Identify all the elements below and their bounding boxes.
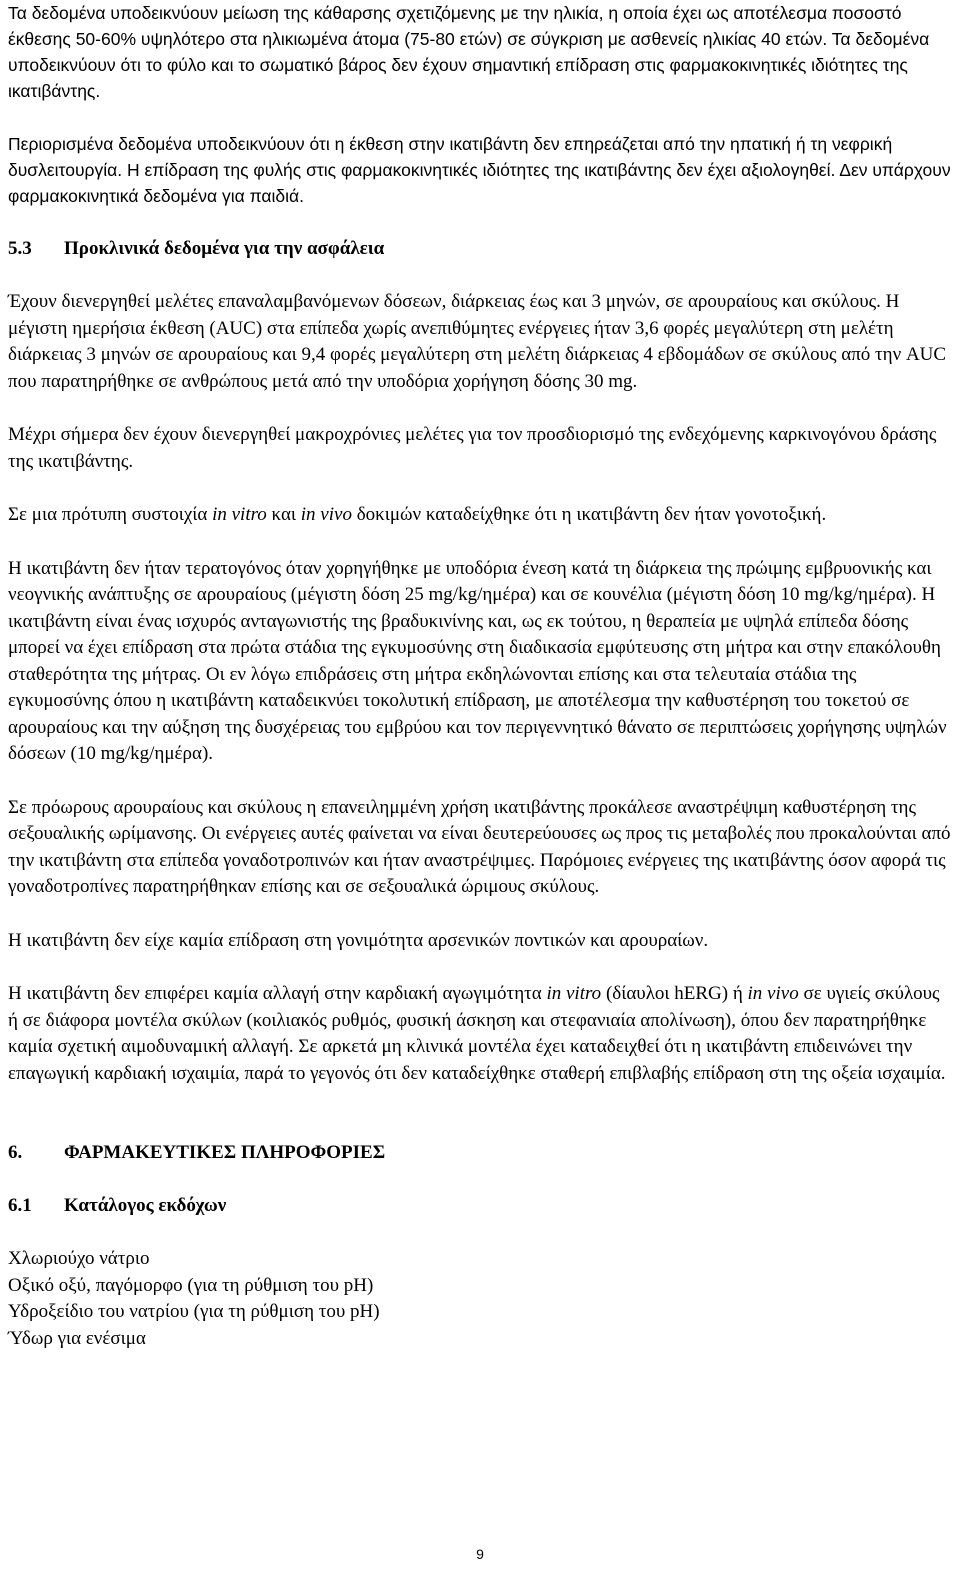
list-item: Χλωριούχο νάτριο [8, 1248, 150, 1269]
section-number: 6.1 [8, 1195, 32, 1216]
text-run: σε υγιείς σκύλους ή σε διάφορα μοντέλα σκύλων (κοιλιακός ρυθμός, φυσική άσκηση και στεφανιαία απολίνωση), όπου δεν παρατηρήθηκε καμία σχετική αιμοδυναμική αλλαγή. Σε αρκετά μη κλινικά μοντέλα έχει καταδειχθεί ότι η ικατιβάντη επιδεινώνει την επαγωγική καρδιακή ισχαιμία, παρά το γεγονός ότι δεν καταδείχθηκε σταθερή επιβλαβής επίδραση στη της οξεία ισχαιμία. [8, 983, 946, 1084]
text-run: Η ικατιβάντη δεν επιφέρει καμία αλλαγή στην καρδιακή αγωγιμότητα [8, 983, 547, 1004]
text-run: και [266, 504, 301, 525]
text-run: (δίαυλοι hERG) ή [601, 983, 748, 1004]
italic-term: in vivo [747, 983, 799, 1004]
paragraph-age-clearance: Τα δεδομένα υποδεικνύουν μείωση της κάθαρσης σχετιζόμενης με την ηλικία, η οποία έχει ως αποτέλεσμα ποσοστό έκθεσης 50-60% υψηλότερο στα ηλικιωμένα άτομα (75-80 ετών) σε σύγκριση με ασθενείς ηλικίας 40 ετών. Τα δεδομένα υποδεικνύουν ότι το φύλο και το σωματικό βάρος δεν έχουν σημαντική επίδραση στις φαρμακοκινητικές ιδιότητες της ικατιβάντης. [8, 3, 930, 101]
paragraph-hepatic-renal: Περιορισμένα δεδομένα υποδεικνύουν ότι η έκθεση στην ικατιβάντη δεν επηρεάζεται από την ηπατική ή τη νεφρική δυσλειτουργία. Η επίδραση της φυλής στις φαρμακοκινητικές ιδιότητες της ικατιβάντης δεν έχει αξιολογηθεί. Δεν υπάρχουν φαρμακοκινητικά δεδομένα για παιδιά. [8, 134, 951, 206]
italic-term: in vitro [212, 504, 267, 525]
paragraph-teratogenicity: Η ικατιβάντη δεν ήταν τερατογόνος όταν χορηγήθηκε με υποδόρια ένεση κατά τη διάρκεια της πρώιμης εμβρυονικής και νεογνικής ανάπτυξης σε αρουραίους (μέγιστη δόση 25 mg/kg/ημέρα) και σε κουνέλια (μέγιστη δόση 10 mg/kg/ημέρα). Η ικατιβάντη είναι ένας ισχυρός ανταγωνιστής της βραδυκινίνης και, ως εκ τούτου, η θεραπεία με υψηλά επίπεδα δόσης μπορεί να έχει επίδραση στα πρώτα στάδια της εγκυμοσύνης στη διαδικασία εμφύτευσης στη μήτρα και στην επακόλουθη σταθερότητα της μήτρας. Οι εν λόγω επιδράσεις στη μήτρα εκδηλώνονται επίσης και στα τελευταία στάδια της εγκυμοσύνης όπου η ικατιβάντη καταδεικνύει τοκολυτική επίδραση, με αποτέλεσμα την καθυστέρηση του τοκετού σε αρουραίους και την αύξηση της δυσχέρειας του εμβρύου και τον περιγεννητικό θάνατο σε περιπτώσεις χορήγησης υψηλών δόσεων (10 mg/kg/ημέρα). [8, 557, 947, 764]
section-heading-5-3 [8, 236, 952, 262]
paragraph-cardiac [8, 981, 952, 1087]
section-title: ΦΑΡΜΑΚΕΥΤΙΚΕΣ ΠΛΗΡΟΦΟΡΙΕΣ [64, 1142, 386, 1163]
section-number: 6. [8, 1142, 23, 1163]
paragraph-sexual-maturation: Σε πρόωρους αρουραίους και σκύλους η επανειλημμένη χρήση ικατιβάντης προκάλεσε αναστρέψιμη καθυστέρηση της σεξουαλικής ωρίμανσης. Οι ενέργειες αυτές φαίνεται να είναι δευτερεύουσες ως προς τις μεταβολές που προκαλούνται από την ικατιβάντη στα επίπεδα γοναδοτροπινών και ήταν αναστρέψιμες. Παρόμοιες ενέργειες της ικατιβάντης όσον αφορά τις γοναδοτροπίνες παρατηρήθηκαν επίσης και σε σεξουαλικά ώριμους σκύλους. [8, 796, 951, 897]
paragraph-fertility: Η ικατιβάντη δεν είχε καμία επίδραση στη γονιμότητα αρσενικών ποντικών και αρουραίων. [8, 929, 709, 951]
list-item: Οξικό οξύ, παγόμορφο (για τη ρύθμιση του pH) [8, 1274, 374, 1296]
section-title: Κατάλογος εκδόχων [64, 1195, 227, 1216]
section-number: 5.3 [8, 238, 32, 259]
text-run: δοκιμών καταδείχθηκε ότι η ικατιβάντη δεν ήταν γονοτοξική. [351, 504, 827, 525]
section-heading-6-1 [8, 1193, 952, 1219]
paragraph-carcinogenicity: Μέχρι σήμερα δεν έχουν διενεργηθεί μακροχρόνιες μελέτες για τον προσδιορισμό της ενδεχόμενης καρκινογόνου δράσης της ικατιβάντης. [8, 424, 937, 472]
document-page [8, 0, 952, 1352]
excipient-list [8, 1246, 952, 1352]
page-number: 9 [476, 1546, 484, 1562]
paragraph-repeat-dose: Έχουν διενεργηθεί μελέτες επαναλαμβανόμενων δόσεων, διάρκειας έως και 3 μηνών, σε αρουραίους και σκύλους. Η μέγιστη ημερήσια έκθεση (AUC) στα επίπεδα χωρίς ανεπιθύμητες ενέργειες ήταν 3,6 φορές μεγαλύτερη στη μελέτη διάρκειας 3 μηνών σε αρουραίους και 9,4 φορές μεγαλύτερη στη μελέτη διάρκειας 4 εβδομάδων σε σκύλους από την AUC που παρατηρήθηκε σε ανθρώπους μετά από την υποδόρια χορήγηση δόσης 30 mg. [8, 291, 947, 392]
italic-term: in vitro [546, 983, 602, 1004]
text-run: Σε μια πρότυπη συστοιχία [8, 504, 213, 525]
list-item: Υδροξείδιο του νατρίου (για τη ρύθμιση του pH) [8, 1301, 380, 1322]
section-heading-6 [8, 1140, 952, 1166]
paragraph-genotoxicity [8, 502, 952, 529]
list-item: Ύδωρ για ενέσιμα [8, 1327, 146, 1349]
section-title: Προκλινικά δεδομένα για την ασφάλεια [64, 238, 385, 259]
italic-term: in vivo [300, 504, 352, 525]
